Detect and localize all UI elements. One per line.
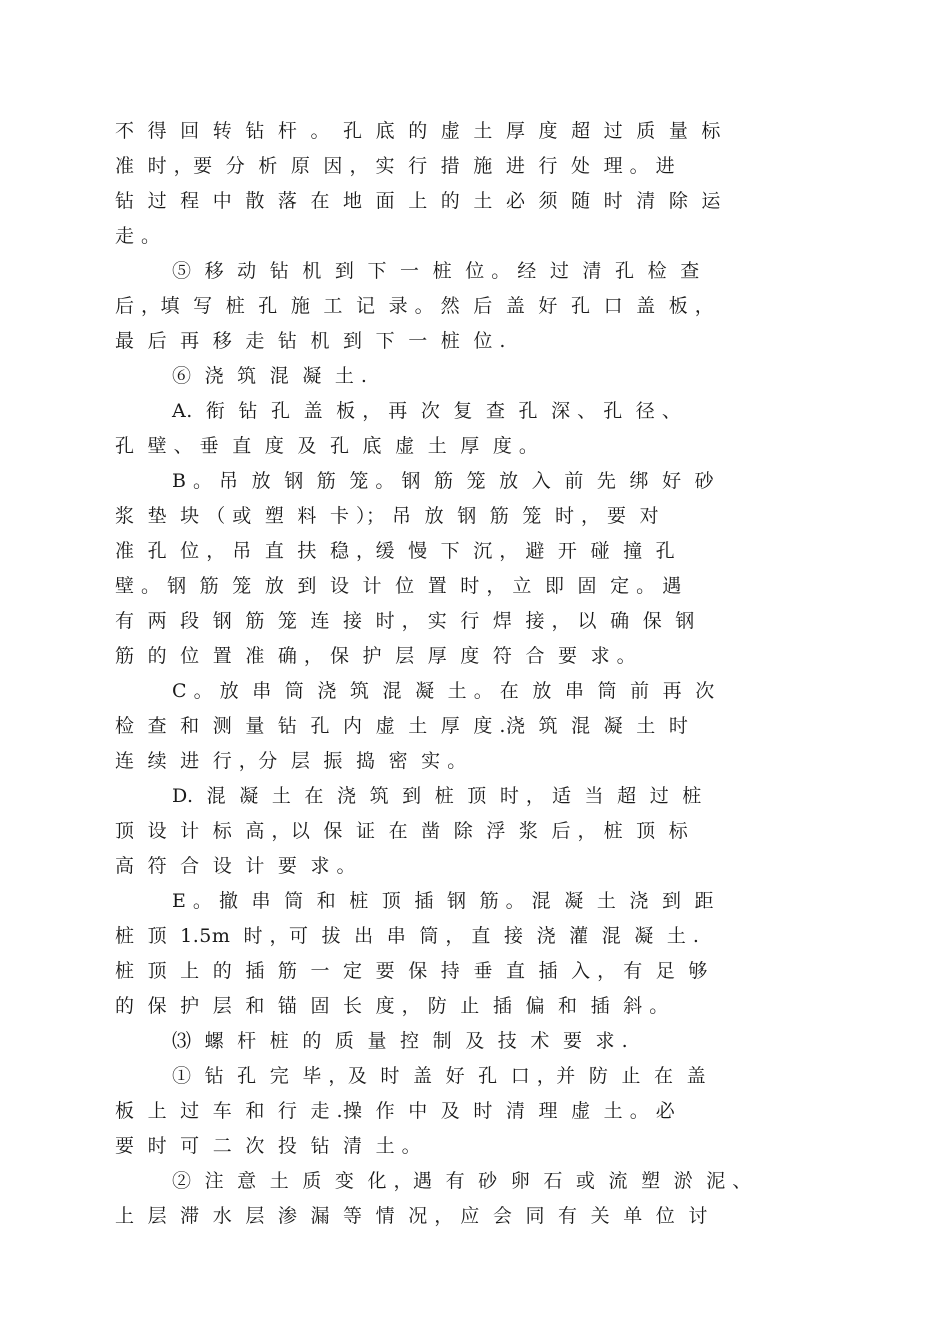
text-line: 顶 设 计 标 高 ，以 保 证 在 凿 除 浮 浆 后 ， 桩 顶 标 [115,820,689,842]
text-line: 板 上 过 车 和 行 走 .操 作 中 及 时 清 理 虚 土 。 必 [115,1100,676,1122]
text-line: 准 时 ，要 分 析 原 因 ， 实 行 措 施 进 行 处 理 。 进 [115,155,676,177]
text-line: ⑶ 螺 杆 桩 的 质 量 控 制 及 技 术 要 求 . [172,1030,629,1052]
text-line: 高 符 合 设 计 要 求 。 [115,855,357,877]
text-line: D. 混 凝 土 在 浇 筑 到 桩 顶 时 ， 适 当 超 过 桩 [172,785,702,807]
text-line: 不 得 回 转 钻 杆 。 孔 底 的 虚 土 厚 度 超 过 质 量 标 [115,120,721,142]
text-line: 浆 垫 块 （ 或 塑 料 卡 ）； 吊 放 钢 筋 笼 时 ， 要 对 [115,505,660,527]
text-line: ② 注 意 土 质 变 化 ，遇 有 砂 卵 石 或 流 塑 淤 泥 、 [172,1170,752,1192]
text-line: ① 钻 孔 完 毕 ，及 时 盖 好 孔 口 ，并 防 止 在 盖 [172,1065,707,1087]
text-line: 连 续 进 行 ，分 层 振 捣 密 实 。 [115,750,467,772]
text-line: 桩 顶 1.5m 时 ，可 拔 出 串 筒 ， 直 接 浇 灌 混 凝 土 . [115,925,700,947]
text-line: 壁 。 钢 筋 笼 放 到 设 计 位 置 时 ， 立 即 固 定 。 遇 [115,575,682,597]
text-line: 上 层 滞 水 层 渗 漏 等 情 况 ， 应 会 同 有 关 单 位 讨 [115,1205,708,1227]
text-line: 后 ，填 写 桩 孔 施 工 记 录 。 然 后 盖 好 孔 口 盖 板 ， [115,295,715,317]
text-line: B 。 吊 放 钢 筋 笼 。 钢 筋 笼 放 入 前 先 绑 好 砂 [172,470,715,492]
text-line: 检 查 和 测 量 钻 孔 内 虚 土 厚 度 .浇 筑 混 凝 土 时 [115,715,689,737]
text-line: 最 后 再 移 走 钻 机 到 下 一 桩 位 . [115,330,506,352]
text-line: 有 两 段 钢 筋 笼 连 接 时 ， 实 行 焊 接 ， 以 确 保 钢 [115,610,695,632]
text-line: 钻 过 程 中 散 落 在 地 面 上 的 土 必 须 随 时 清 除 运 [115,190,721,212]
text-line: ⑥ 浇 筑 混 凝 土 . [172,365,368,387]
text-line: E 。 撤 串 筒 和 桩 顶 插 钢 筋 。 混 凝 土 浇 到 距 [172,890,715,912]
text-line: ⑤ 移 动 钻 机 到 下 一 桩 位 。 经 过 清 孔 检 查 [172,260,700,282]
text-line: 走 。 [115,225,161,247]
text-line: 孔 壁 、 垂 直 度 及 孔 底 虚 土 厚 度 。 [115,435,539,457]
text-line: 要 时 可 二 次 投 钻 清 土 。 [115,1135,422,1157]
text-line: 筋 的 位 置 准 确 ， 保 护 层 厚 度 符 合 要 求 。 [115,645,637,667]
text-line: 准 孔 位 ， 吊 直 扶 稳 ，缓 慢 下 沉 ， 避 开 碰 撞 孔 [115,540,676,562]
text-line: C 。 放 串 筒 浇 筑 混 凝 土 。 在 放 串 筒 前 再 次 [172,680,715,702]
text-line: 桩 顶 上 的 插 筋 一 定 要 保 持 垂 直 插 入 ， 有 足 够 [115,960,708,982]
text-line: 的 保 护 层 和 锚 固 长 度 ， 防 止 插 偏 和 插 斜 。 [115,995,669,1017]
text-line: A. 衔 钻 孔 盖 板 ， 再 次 复 查 孔 深 、 孔 径 、 [172,400,682,422]
